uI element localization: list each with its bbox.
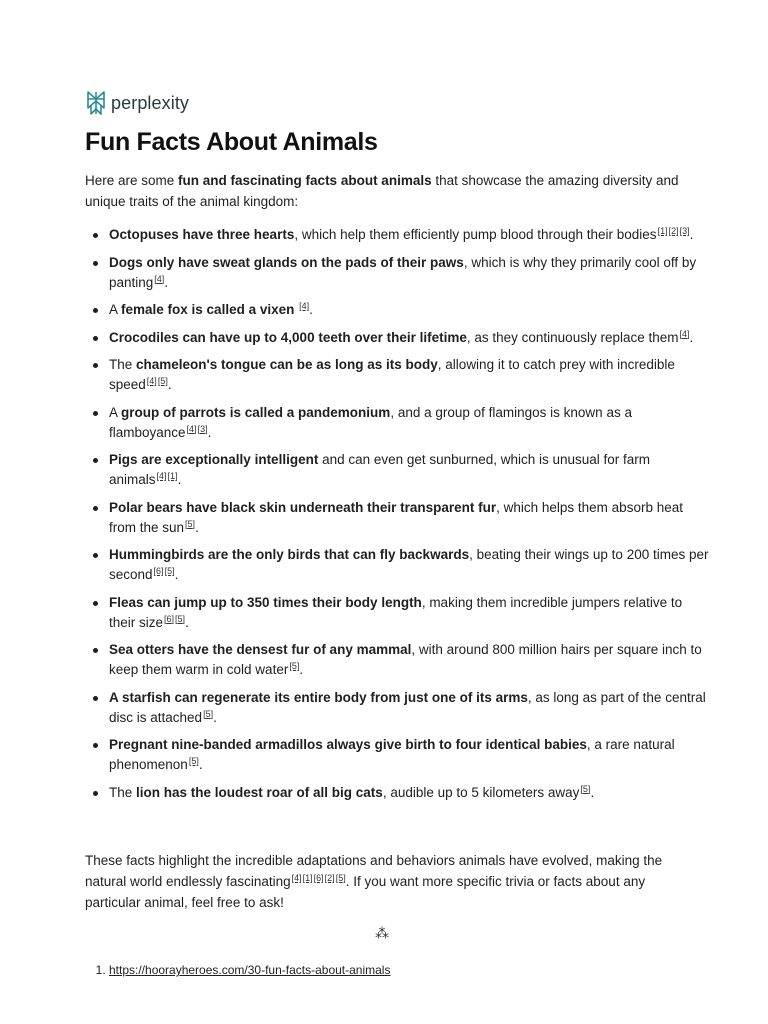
fact-end: . — [195, 519, 199, 535]
fact-item — [109, 735, 709, 775]
fact-text: , which is why they primarily cool off by panting — [109, 254, 697, 290]
fact-bold: lion has the loudest roar of all big cats — [136, 784, 383, 800]
fact-text: , allowing it to catch prey with incredible speed — [109, 357, 675, 392]
fact-item — [109, 688, 709, 728]
fact-text: , which help them efficiently pump blood through their bodies — [294, 227, 657, 242]
fact-text-pre: The — [109, 784, 137, 800]
fact-bold: Dogs only have sweat glands on the pads of their paws — [109, 254, 464, 270]
fact-item — [109, 545, 709, 585]
fact-text-pre: A — [109, 404, 122, 420]
fact-text: , which helps them absorb heat from the sun — [109, 499, 683, 535]
fact-text: , with around 800 million hairs per square inch to keep them warm in cold water — [109, 642, 702, 677]
fact-end: . — [299, 662, 304, 677]
page-title: Fun Facts About Animals — [85, 128, 378, 156]
reference-link[interactable]: https://hoorayheroes.com/30-fun-facts-about-animals — [109, 963, 391, 977]
fact-end: . — [174, 567, 179, 582]
citation-link[interactable]: [2] — [668, 226, 679, 236]
fact-end: . — [309, 302, 313, 317]
fact-text: , as they continuously replace them — [466, 329, 679, 345]
fact-item — [109, 498, 709, 538]
fact-item — [109, 253, 709, 293]
fact-bold: Hummingbirds are the only birds that can fly backwards — [109, 547, 470, 562]
fact-bold: Octopuses have three hearts — [109, 227, 295, 242]
citation-link[interactable]: [1] — [167, 471, 178, 481]
citation-link[interactable]: [4] — [679, 328, 690, 339]
fact-text: , and a group of flamingos is known as a flamboyance — [109, 404, 632, 440]
fact-bold: Sea otters have the densest fur of any mammal — [109, 642, 412, 657]
citation-link[interactable]: [6] — [313, 873, 324, 883]
citation-link[interactable]: [4] — [154, 273, 165, 284]
fact-end: . — [198, 757, 203, 772]
fact-text-pre: The — [109, 357, 137, 372]
outro-text-end: . If you want more specific trivia or facts about any particular animal, feel free to ask! — [85, 874, 646, 910]
fact-text: and can even get sunburned, which is unusual for farm animals — [109, 452, 651, 487]
references-list — [85, 963, 390, 977]
citation-link[interactable]: [6] — [153, 566, 164, 576]
fact-item — [109, 783, 709, 803]
fact-item — [109, 300, 709, 320]
fact-bold: group of parrots is called a pandemonium — [121, 404, 391, 420]
citation-link[interactable]: [3] — [679, 226, 690, 236]
fact-end: . — [689, 329, 694, 345]
citation-link[interactable]: [5] — [164, 566, 175, 576]
citation-link[interactable]: [5] — [175, 613, 186, 624]
citation-link[interactable]: [4] — [291, 873, 302, 883]
intro-text: Here are some — [85, 173, 179, 188]
citation-link[interactable]: [6] — [164, 613, 175, 624]
facts-list — [85, 225, 709, 810]
fact-bold: Pigs are exceptionally intelligent — [109, 452, 319, 467]
fact-text: , audible up to 5 kilometers away — [382, 784, 580, 800]
fact-end: . — [164, 274, 169, 290]
fact-item — [109, 640, 709, 680]
citation-link[interactable]: [3] — [197, 423, 208, 434]
fact-end: . — [185, 614, 189, 630]
fact-text — [294, 302, 298, 317]
intro-bold: fun and fascinating facts about animals — [178, 173, 432, 188]
citation-link[interactable]: [4] — [156, 471, 167, 481]
fact-item — [109, 450, 709, 490]
fact-end: . — [689, 227, 694, 242]
citation-link[interactable]: [5] — [188, 756, 199, 766]
citation-link[interactable]: [5] — [203, 708, 214, 719]
fact-bold: Pregnant nine-banded armadillos always give birth to four identical babies — [109, 737, 587, 752]
outro-text: These facts highlight the incredible adaptations and behaviors animals have evolved, making the natural world endlessly fascinating — [85, 853, 663, 889]
reference-item — [109, 963, 390, 977]
intro-paragraph — [85, 170, 680, 212]
citation-link[interactable]: [1] — [302, 873, 313, 883]
fact-bold: A starfish can regenerate its entire body from just one of its arms — [109, 689, 528, 705]
citation-link[interactable]: [4] — [146, 376, 157, 386]
logo-text: perplexity — [111, 92, 190, 113]
citation-link[interactable]: [5] — [335, 873, 346, 883]
fact-item — [109, 355, 709, 395]
fact-bold: Polar bears have black skin underneath their transparent fur — [109, 499, 497, 515]
outro-paragraph — [85, 850, 680, 913]
fact-bold: female fox is called a vixen — [121, 302, 295, 317]
fact-text: , making them incredible jumpers relative to their size — [109, 594, 683, 630]
citation-link[interactable]: [5] — [580, 783, 591, 794]
fact-end: . — [207, 424, 212, 440]
citation-link[interactable]: [5] — [185, 518, 196, 529]
fact-end: . — [590, 784, 595, 800]
citation-link[interactable]: [4] — [186, 423, 197, 434]
citation-link[interactable]: [1] — [657, 226, 668, 236]
perplexity-logo-icon — [85, 89, 107, 117]
fact-item — [109, 225, 709, 245]
fact-bold: Crocodiles can have up to 4,000 teeth over their lifetime — [109, 329, 467, 345]
fact-end: . — [167, 377, 172, 392]
fact-end: . — [213, 709, 217, 725]
citation-link[interactable]: [2] — [324, 873, 335, 883]
fact-text: , beating their wings up to 200 times per second — [109, 547, 709, 582]
fact-item — [109, 328, 709, 348]
intro-text-end: that showcase the amazing diversity and unique traits of the animal kingdom: — [85, 173, 679, 209]
section-divider: ⁂ — [375, 925, 389, 941]
citation-link[interactable]: [4] — [299, 301, 310, 311]
fact-bold: Fleas can jump up to 350 times their body length — [109, 594, 422, 610]
fact-bold: chameleon's tongue can be as long as its body — [136, 357, 438, 372]
brand-logo — [85, 88, 189, 118]
citation-link[interactable]: [5] — [289, 661, 300, 671]
fact-item — [109, 403, 709, 443]
citation-link[interactable]: [5] — [157, 376, 168, 386]
fact-end: . — [177, 472, 182, 487]
fact-text: , as long as part of the central disc is attached — [109, 689, 706, 725]
fact-text-pre: A — [109, 302, 122, 317]
fact-text: , a rare natural phenomenon — [109, 737, 675, 772]
fact-item — [109, 593, 709, 633]
